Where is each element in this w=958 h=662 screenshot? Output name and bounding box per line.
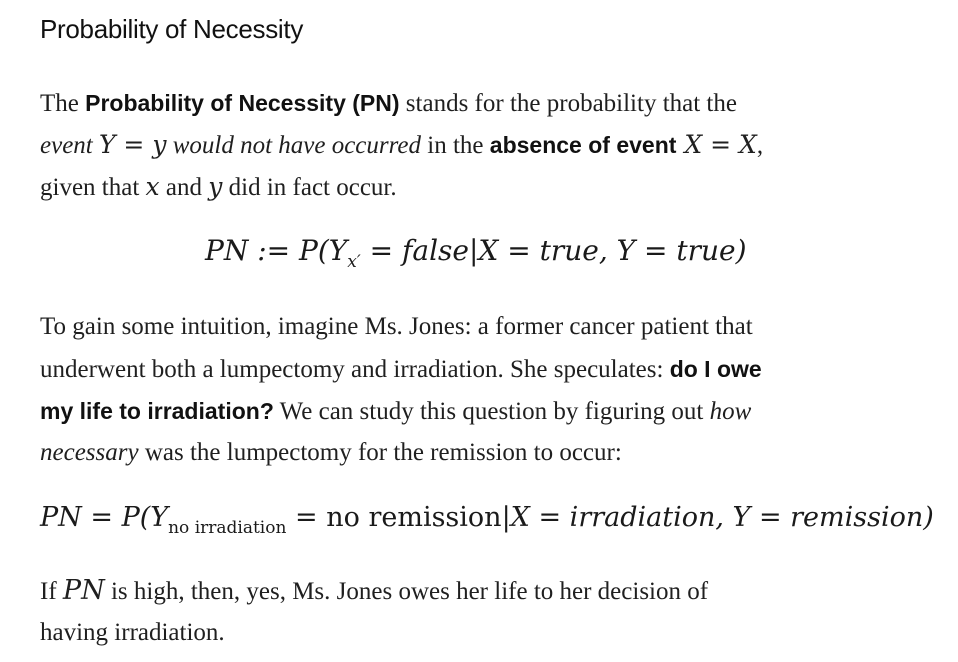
paragraph-1-line-2 <box>40 124 763 167</box>
text: was the lumpectomy for the remission to occur: <box>138 439 622 466</box>
paragraph-2-line-1 <box>40 306 753 348</box>
text: The <box>40 90 86 117</box>
math-inline: y <box>208 172 223 201</box>
bold-term-pn: Probability of Necessity (PN) <box>85 90 400 116</box>
bold-question: do I owe <box>669 356 762 382</box>
equation-subscript: x′ <box>347 252 361 272</box>
italic-text: how <box>709 398 752 425</box>
equation-rhs: = false|X = true, Y = true) <box>360 234 747 267</box>
paragraph-1-line-1 <box>40 82 737 125</box>
section-heading: Probability of Necessity <box>40 14 304 44</box>
text: in the <box>421 132 490 159</box>
italic-text: would not have occurred <box>166 132 422 159</box>
text: stands for the probability that the <box>399 90 737 117</box>
text: having irradiation. <box>40 619 225 646</box>
math-inline: x <box>145 172 160 201</box>
bold-term-absence: absence of event <box>489 132 677 158</box>
paragraph-3-line-2 <box>40 612 225 654</box>
equation-lhs: PN = P(Y <box>40 502 169 533</box>
equation-pn-irradiation <box>40 502 934 538</box>
paragraph-2-line-2 <box>40 348 762 391</box>
equation-pn-definition <box>205 234 747 272</box>
text: and <box>159 174 209 201</box>
paragraph-2-line-3 <box>40 390 751 433</box>
italic-text: event <box>40 132 99 159</box>
bold-question: my life to irradiation? <box>40 398 274 424</box>
italic-text: necessary <box>40 439 139 466</box>
equation-lhs: PN := P(Y <box>205 234 348 267</box>
equation-rhs: X = irradiation, Y = remission) <box>510 502 934 533</box>
text: is high, then, yes, Ms. Jones owes her life to her decision of <box>104 578 709 605</box>
math-inline: Y = y <box>98 130 167 159</box>
equation-subscript: no irradiation <box>168 518 287 538</box>
text: To gain some intuition, imagine Ms. Jones: a former cancer patient that <box>40 313 753 340</box>
text: , <box>756 132 764 159</box>
paragraph-3-line-1 <box>40 570 708 613</box>
math-inline: X = X <box>676 130 757 159</box>
text: given that <box>40 174 146 201</box>
paragraph-2-line-4 <box>40 432 622 474</box>
text: If <box>40 578 63 605</box>
text: We can study this question by figuring out <box>273 398 710 425</box>
paragraph-1-line-3 <box>40 166 397 209</box>
math-inline: PN <box>62 575 105 606</box>
text: underwent both a lumpectomy and irradiation. She speculates: <box>40 356 670 383</box>
text: did in fact occur. <box>222 174 397 201</box>
equation-middle: = no remission| <box>286 502 511 533</box>
